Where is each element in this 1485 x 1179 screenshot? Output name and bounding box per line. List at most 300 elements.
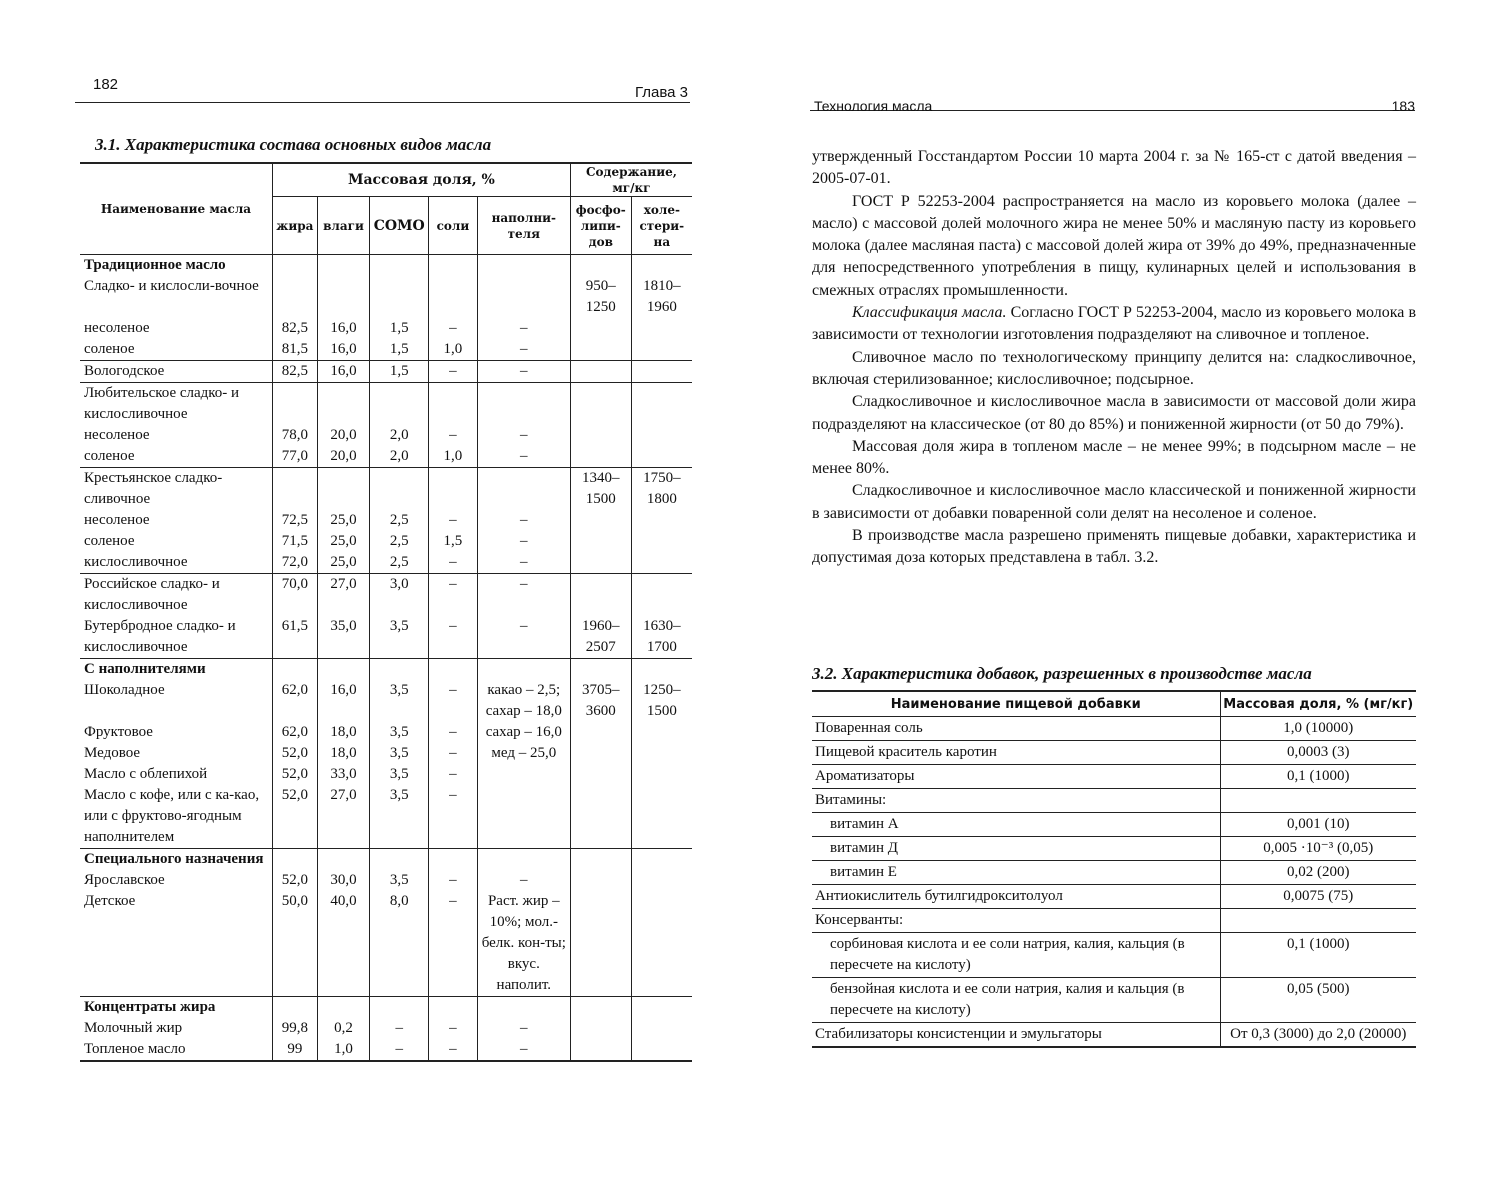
value-cell	[429, 849, 478, 871]
value-cell: –	[429, 361, 478, 383]
value-cell	[317, 659, 370, 681]
value-cell: 3,5	[370, 870, 429, 891]
additive-value-cell	[1220, 789, 1416, 813]
row-name-cell: Сладко- и кислосли-вочное	[80, 276, 272, 318]
value-cell: 33,0	[317, 764, 370, 785]
row-name-cell: несоленое	[80, 318, 272, 339]
value-cell: –	[477, 870, 570, 891]
row-name-cell: несоленое	[80, 510, 272, 531]
value-cell	[631, 361, 692, 383]
table-row	[80, 1039, 692, 1061]
value-cell: 3,5	[370, 764, 429, 785]
additive-value-cell: 1,0 (10000)	[1220, 717, 1416, 741]
header-somo: СОМО	[370, 197, 429, 255]
value-cell: 18,0	[317, 722, 370, 743]
value-cell: 16,0	[317, 318, 370, 339]
running-head-left: Глава 3	[634, 84, 688, 101]
value-cell	[631, 1018, 692, 1039]
value-cell: 35,0	[317, 616, 370, 659]
value-cell: –	[477, 318, 570, 339]
value-cell	[272, 997, 317, 1019]
value-cell: 3,5	[370, 680, 429, 722]
value-cell	[477, 276, 570, 318]
table-row	[812, 978, 1416, 1023]
paragraph: Сливочное масло по технологическому принципу делится на: сладкосливочное, включая стерилизованное; кислосливочное; подсырное.	[812, 348, 1416, 388]
table-row	[80, 531, 692, 552]
value-cell	[631, 574, 692, 617]
value-cell	[570, 1039, 631, 1061]
table-3-2-body	[812, 717, 1416, 1048]
value-cell: Раст. жир – 10%; мол.-белк. кон-ты; вкус. наполит.	[477, 891, 570, 997]
value-cell	[631, 552, 692, 574]
running-head-right: Технология масла	[814, 98, 933, 114]
row-name-cell: соленое	[80, 446, 272, 468]
additive-value-cell: 0,0003 (3)	[1220, 741, 1416, 765]
value-cell	[317, 468, 370, 511]
value-cell: –	[429, 318, 478, 339]
row-name-cell: Любительское сладко- и кислосливочное	[80, 383, 272, 426]
table-row	[812, 717, 1416, 741]
value-cell: 81,5	[272, 339, 317, 361]
value-cell	[570, 574, 631, 617]
value-cell: –	[477, 574, 570, 617]
row-name-cell: Топленое масло	[80, 1039, 272, 1061]
value-cell: 82,5	[272, 361, 317, 383]
additive-value-cell: 0,0075 (75)	[1220, 885, 1416, 909]
table-row	[80, 764, 692, 785]
value-cell	[272, 383, 317, 426]
value-cell: 27,0	[317, 785, 370, 849]
value-cell: 1340–1500	[570, 468, 631, 511]
value-cell	[429, 659, 478, 681]
value-cell: 3,0	[370, 574, 429, 617]
additive-name-cell: сорбиновая кислота и ее соли натрия, калия, кальция (в пересчете на кислоту)	[812, 933, 1220, 978]
table-row	[80, 574, 692, 617]
value-cell: –	[429, 425, 478, 446]
table-row	[80, 659, 692, 681]
table-3-1-body	[80, 255, 692, 1062]
row-name-cell: Ярославское	[80, 870, 272, 891]
value-cell	[570, 764, 631, 785]
additive-value-cell: 0,001 (10)	[1220, 813, 1416, 837]
table-row	[80, 339, 692, 361]
additive-value-cell: 0,05 (500)	[1220, 978, 1416, 1023]
additive-name-cell: бензойная кислота и ее соли натрия, калия и кальция (в пересчете на кислоту)	[812, 978, 1220, 1023]
t2-header-value: Массовая доля, % (мг/кг)	[1220, 691, 1416, 717]
row-name-cell: Бутербродное сладко- и кислосливочное	[80, 616, 272, 659]
table-row	[812, 741, 1416, 765]
table-row	[812, 837, 1416, 861]
value-cell	[631, 1039, 692, 1061]
additive-value-cell: 0,1 (1000)	[1220, 765, 1416, 789]
value-cell: 16,0	[317, 339, 370, 361]
paragraph: утвержденный Госстандартом России 10 марта 2004 г. за № 165-ст с датой введения – 2005-07-01.	[812, 148, 1416, 188]
additive-value-cell: От 0,3 (3000) до 2,0 (20000)	[1220, 1023, 1416, 1048]
value-cell	[477, 383, 570, 426]
row-name-cell: Российское сладко- и кислосливочное	[80, 574, 272, 617]
value-cell	[370, 659, 429, 681]
value-cell: 1,0	[317, 1039, 370, 1061]
value-cell: 52,0	[272, 743, 317, 764]
value-cell	[317, 255, 370, 277]
value-cell	[570, 1018, 631, 1039]
table-row	[812, 1023, 1416, 1048]
value-cell: 52,0	[272, 785, 317, 849]
additive-value-cell: 0,005 ·10⁻³ (0,05)	[1220, 837, 1416, 861]
row-name-cell: соленое	[80, 531, 272, 552]
value-cell	[631, 722, 692, 743]
value-cell: –	[429, 722, 478, 743]
value-cell: 1,5	[429, 531, 478, 552]
value-cell	[631, 743, 692, 764]
value-cell: –	[477, 1018, 570, 1039]
value-cell: 2,5	[370, 552, 429, 574]
value-cell: 1750–1800	[631, 468, 692, 511]
value-cell	[570, 785, 631, 849]
value-cell: 52,0	[272, 870, 317, 891]
header-mass: Массовая доля, %	[272, 163, 570, 197]
value-cell: 18,0	[317, 743, 370, 764]
paragraph: В производстве масла разрешено применять пищевые добавки, характеристика и допустимая доза которых представлена в табл. 3.2.	[812, 527, 1416, 567]
header-content: Содержание, мг/кг	[570, 163, 692, 197]
value-cell: –	[477, 446, 570, 468]
header-name: Наименование масла	[80, 163, 272, 255]
value-cell	[477, 468, 570, 511]
additive-name-cell: Антиокислитель бутилгидрокситолуол	[812, 885, 1220, 909]
value-cell	[570, 849, 631, 871]
value-cell	[477, 849, 570, 871]
row-name-cell: Специального назначения	[80, 849, 272, 871]
value-cell: 1,5	[370, 339, 429, 361]
table-row	[80, 361, 692, 383]
value-cell	[631, 785, 692, 849]
table-row	[812, 813, 1416, 837]
value-cell	[631, 659, 692, 681]
value-cell: –	[370, 1018, 429, 1039]
row-name-cell: Традиционное масло	[80, 255, 272, 277]
value-cell: –	[429, 891, 478, 997]
table-row	[80, 255, 692, 277]
value-cell: 30,0	[317, 870, 370, 891]
value-cell	[570, 383, 631, 426]
value-cell: –	[429, 552, 478, 574]
table-row	[80, 510, 692, 531]
value-cell	[631, 383, 692, 426]
value-cell	[370, 997, 429, 1019]
value-cell: 3,5	[370, 616, 429, 659]
additive-name-cell: Стабилизаторы консистенции и эмульгаторы	[812, 1023, 1220, 1048]
value-cell	[631, 255, 692, 277]
value-cell: –	[429, 785, 478, 849]
value-cell: 16,0	[317, 680, 370, 722]
row-name-cell: Шоколадное	[80, 680, 272, 722]
additive-value-cell: 0,1 (1000)	[1220, 933, 1416, 978]
value-cell: 2,0	[370, 425, 429, 446]
classification-lead: Классификация масла.	[852, 304, 1007, 322]
row-name-cell: Детское	[80, 891, 272, 997]
header-chol: холе-стери-на	[631, 197, 692, 255]
value-cell: 20,0	[317, 425, 370, 446]
value-cell: –	[477, 510, 570, 531]
value-cell: –	[477, 339, 570, 361]
value-cell	[631, 446, 692, 468]
value-cell: –	[477, 361, 570, 383]
body-text	[812, 146, 1416, 570]
value-cell: 1,5	[370, 318, 429, 339]
value-cell: –	[429, 680, 478, 722]
value-cell	[570, 552, 631, 574]
value-cell: 77,0	[272, 446, 317, 468]
value-cell: 2,5	[370, 531, 429, 552]
row-name-cell: С наполнителями	[80, 659, 272, 681]
value-cell: –	[477, 531, 570, 552]
table-row	[80, 743, 692, 764]
value-cell: 1960–2507	[570, 616, 631, 659]
value-cell: 52,0	[272, 764, 317, 785]
paragraph: Сладкосливочное и кислосливочное масло классической и пониженной жирности в зависимости от добавки поваренной соли делят на несоленое и соленое.	[812, 482, 1416, 522]
table-3-2-caption: 3.2. Характеристика добавок, разрешенных в производстве масла	[812, 664, 1312, 683]
value-cell: 61,5	[272, 616, 317, 659]
table-row	[80, 276, 692, 318]
value-cell: 40,0	[317, 891, 370, 997]
table-row	[812, 765, 1416, 789]
table-row	[812, 933, 1416, 978]
value-cell: 950–1250	[570, 276, 631, 318]
table-row	[80, 680, 692, 722]
value-cell	[570, 318, 631, 339]
value-cell: 1630–1700	[631, 616, 692, 659]
value-cell: 2,5	[370, 510, 429, 531]
row-name-cell: Молочный жир	[80, 1018, 272, 1039]
value-cell	[631, 870, 692, 891]
value-cell	[570, 997, 631, 1019]
paragraph: ГОСТ Р 52253-2004 распространяется на масло из коровьего молока (далее – масло) с массовой долей молочного жира не менее 50% и масляную пасту из коровьего молока (далее масляная паста) с массовой долей жира от 39% до 49%, предназначенные для непосредственного употребления в пищу, кулинарных целей и использования в смежных отраслях промышленности.	[812, 192, 1416, 299]
value-cell	[272, 276, 317, 318]
value-cell: 72,0	[272, 552, 317, 574]
additive-name-cell: Консерванты:	[812, 909, 1220, 933]
value-cell: 25,0	[317, 510, 370, 531]
value-cell	[631, 531, 692, 552]
value-cell	[631, 318, 692, 339]
value-cell: 1810–1960	[631, 276, 692, 318]
value-cell: 0,2	[317, 1018, 370, 1039]
row-name-cell: несоленое	[80, 425, 272, 446]
row-name-cell: соленое	[80, 339, 272, 361]
value-cell: 50,0	[272, 891, 317, 997]
value-cell: –	[429, 1018, 478, 1039]
value-cell	[317, 276, 370, 318]
table-row	[80, 318, 692, 339]
value-cell: 1,0	[429, 446, 478, 468]
table-3-1	[80, 162, 692, 1062]
header-phos: фосфо-липи-дов	[570, 197, 631, 255]
value-cell	[370, 276, 429, 318]
value-cell: 25,0	[317, 531, 370, 552]
value-cell: 78,0	[272, 425, 317, 446]
value-cell	[570, 339, 631, 361]
value-cell	[570, 255, 631, 277]
table-row	[80, 383, 692, 426]
value-cell	[272, 849, 317, 871]
value-cell	[631, 339, 692, 361]
value-cell	[317, 997, 370, 1019]
value-cell	[370, 849, 429, 871]
value-cell	[631, 764, 692, 785]
table-3-2	[812, 690, 1416, 1048]
value-cell	[477, 785, 570, 849]
value-cell: 99,8	[272, 1018, 317, 1039]
table-row	[80, 1018, 692, 1039]
table-row	[80, 616, 692, 659]
value-cell: –	[429, 1039, 478, 1061]
value-cell: –	[429, 616, 478, 659]
page-number-left: 182	[93, 76, 119, 93]
value-cell	[272, 468, 317, 511]
value-cell	[429, 997, 478, 1019]
value-cell: 3,5	[370, 743, 429, 764]
value-cell	[570, 659, 631, 681]
value-cell: 2,0	[370, 446, 429, 468]
value-cell: –	[477, 425, 570, 446]
value-cell	[477, 764, 570, 785]
value-cell	[272, 255, 317, 277]
value-cell	[570, 722, 631, 743]
value-cell: –	[429, 743, 478, 764]
value-cell: 1,5	[370, 361, 429, 383]
table-row	[80, 552, 692, 574]
row-name-cell: Концентраты жира	[80, 997, 272, 1019]
value-cell	[429, 383, 478, 426]
value-cell: 3,5	[370, 785, 429, 849]
value-cell: 62,0	[272, 722, 317, 743]
value-cell	[370, 468, 429, 511]
value-cell: –	[370, 1039, 429, 1061]
additive-value-cell	[1220, 909, 1416, 933]
value-cell: какао – 2,5; сахар – 18,0	[477, 680, 570, 722]
value-cell: –	[477, 552, 570, 574]
value-cell: мед – 25,0	[477, 743, 570, 764]
row-name-cell: Вологодское	[80, 361, 272, 383]
table-row	[80, 870, 692, 891]
value-cell	[570, 510, 631, 531]
value-cell: –	[429, 870, 478, 891]
additive-value-cell: 0,02 (200)	[1220, 861, 1416, 885]
row-name-cell: кислосливочное	[80, 552, 272, 574]
table-row	[80, 446, 692, 468]
row-name-cell: Медовое	[80, 743, 272, 764]
header-fat: жира	[272, 197, 317, 255]
table-row	[812, 885, 1416, 909]
value-cell: 3705–3600	[570, 680, 631, 722]
table-3-1-caption: 3.1. Характеристика состава основных видов масла	[95, 135, 492, 154]
page-number-right: 183	[1391, 98, 1415, 114]
value-cell: –	[429, 510, 478, 531]
value-cell	[317, 849, 370, 871]
value-cell	[631, 891, 692, 997]
value-cell: 70,0	[272, 574, 317, 617]
value-cell	[370, 383, 429, 426]
table-row	[80, 425, 692, 446]
value-cell	[570, 870, 631, 891]
value-cell	[631, 510, 692, 531]
value-cell	[570, 446, 631, 468]
table-row	[80, 468, 692, 511]
value-cell: 25,0	[317, 552, 370, 574]
value-cell: 27,0	[317, 574, 370, 617]
value-cell	[631, 425, 692, 446]
value-cell: 72,5	[272, 510, 317, 531]
value-cell	[570, 361, 631, 383]
value-cell: –	[477, 1039, 570, 1061]
value-cell: 16,0	[317, 361, 370, 383]
value-cell: –	[429, 574, 478, 617]
value-cell: 62,0	[272, 680, 317, 722]
paragraph-classification	[812, 302, 1416, 347]
row-name-cell: Масло с облепихой	[80, 764, 272, 785]
value-cell: –	[429, 764, 478, 785]
value-cell: 3,5	[370, 722, 429, 743]
value-cell: сахар – 16,0	[477, 722, 570, 743]
row-name-cell: Крестьянское сладко-сливочное	[80, 468, 272, 511]
value-cell	[429, 255, 478, 277]
additive-name-cell: Витамины:	[812, 789, 1220, 813]
table-row	[80, 891, 692, 997]
table-row	[812, 909, 1416, 933]
value-cell	[317, 383, 370, 426]
row-name-cell: Фруктовое	[80, 722, 272, 743]
value-cell	[570, 531, 631, 552]
value-cell	[570, 425, 631, 446]
value-cell: 1250–1500	[631, 680, 692, 722]
value-cell	[429, 276, 478, 318]
value-cell	[370, 255, 429, 277]
value-cell	[477, 255, 570, 277]
value-cell: 1,0	[429, 339, 478, 361]
table-row	[80, 722, 692, 743]
left-page-header	[75, 74, 690, 103]
paragraph: Сладкосливочное и кислосливочное масла в зависимости от массовой доли жира подразделяют на классическое (от 80 до 85%) и пониженной жирности (от 50 до 79%).	[812, 393, 1416, 433]
table-row	[80, 785, 692, 849]
paragraph: Массовая доля жира в топленом масле – не менее 99%; в подсырном масле – не менее 80%.	[812, 437, 1416, 478]
header-moist: влаги	[317, 197, 370, 255]
additive-name-cell: витамин А	[812, 813, 1220, 837]
value-cell: 8,0	[370, 891, 429, 997]
value-cell	[477, 997, 570, 1019]
additive-name-cell: Ароматизаторы	[812, 765, 1220, 789]
value-cell: 71,5	[272, 531, 317, 552]
right-page-header	[810, 82, 1415, 114]
value-cell	[631, 849, 692, 871]
value-cell	[477, 659, 570, 681]
value-cell: 99	[272, 1039, 317, 1061]
value-cell: –	[477, 616, 570, 659]
table-row	[812, 789, 1416, 813]
additive-name-cell: Поваренная соль	[812, 717, 1220, 741]
t2-header-name: Наименование пищевой добавки	[812, 691, 1220, 717]
header-fill: наполни-теля	[477, 197, 570, 255]
additive-name-cell: витамин Д	[812, 837, 1220, 861]
value-cell	[272, 659, 317, 681]
value-cell	[631, 997, 692, 1019]
additive-name-cell: Пищевой краситель каротин	[812, 741, 1220, 765]
value-cell	[570, 743, 631, 764]
table-row	[812, 861, 1416, 885]
row-name-cell: Масло с кофе, или с ка-као, или с фруктово-ягодным наполнителем	[80, 785, 272, 849]
value-cell: 20,0	[317, 446, 370, 468]
additive-name-cell: витамин Е	[812, 861, 1220, 885]
value-cell: 82,5	[272, 318, 317, 339]
header-salt: соли	[429, 197, 478, 255]
